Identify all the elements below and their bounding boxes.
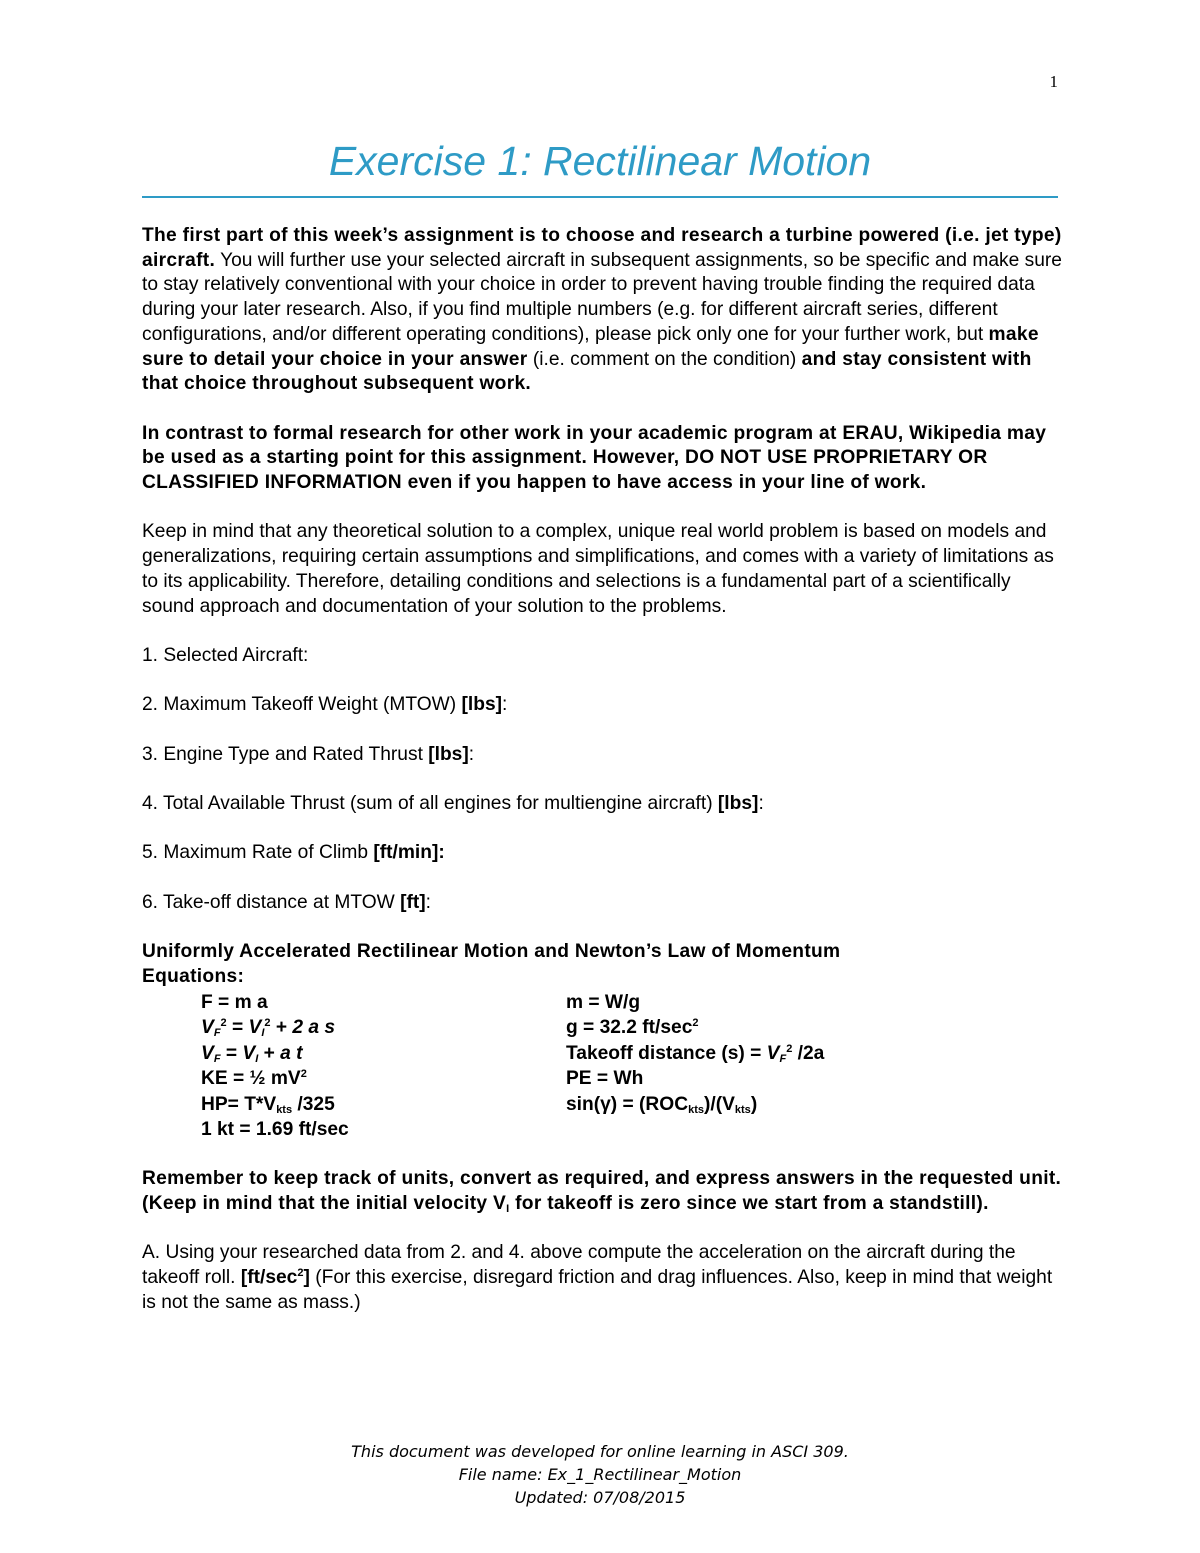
page-footer (0, 1440, 1200, 1509)
formula-takeoff-distance: Takeoff distance $(s) = V_F^2$ /2a (566, 1042, 825, 1065)
remember-paragraph: Remember to keep track of units, convert as required, and express answers in the requested unit. (Keep in mind that the initial velocity $V_I$ for takeoff is zero since we start from a standstill). (142, 1168, 1062, 1216)
question-3: 3. Engine Type and Rated Thrust [lbs]: (142, 743, 475, 765)
intro-paragraph: The first part of this week’s assignment is to choose and research a turbine powered (i.e. jet type) aircraft. You will further use your selected aircraft in subsequent assignments, so be specific and make sure to stay relatively conventional with your choice in order to prevent having trouble finding the required data during your later research. Also, if you find multiple numbers (e.g. for different aircraft series, different configurations, and/or different operating conditions), please pick only one for your further work, but make sure to detail your choice in your answer (i.e. comment on the condition) and stay consistent with that choice throughout subsequent work. (142, 225, 1062, 395)
formula-knot-conversion: 1 kt = 1.69 ft/sec (201, 1119, 349, 1141)
formula-grid (201, 990, 1062, 1143)
assumptions-paragraph: Keep in mind that any theoretical solution to a complex, unique real world problem is based on models and generalizations, requiring certain assumptions and simplifications, and comes with a variety of limitations as to its applicability. Therefore, detailing conditions and selections is a fundamental part of a scientifically sound approach and documentation of your solution to the problems. (142, 521, 1054, 617)
question-1: 1. Selected Aircraft: (142, 644, 309, 666)
footer-line-1: This document was developed for online learning in ASCI 309. (351, 1442, 849, 1461)
question-a: A. Using your researched data from 2. and 4. above compute the acceleration on the aircraft during the takeoff roll. $[ft/\sec^2]$ (For this exercise, disregard friction and drag influences. Also, keep in mind that weight is not the same as mass.) (142, 1242, 1053, 1313)
formula-potential-energy: PE = Wh (566, 1068, 644, 1090)
formula-mass: m = W/g (566, 991, 641, 1013)
formula-horsepower: $HP= T*V_{kts}$ /325 (201, 1093, 335, 1116)
footer-line-2: File name: Ex_1_Rectilinear_Motion (458, 1465, 742, 1484)
equations-section (142, 940, 1062, 1142)
equations-subheading: Equations: (142, 965, 245, 987)
page-title: Exercise 1: Rectilinear Motion (328, 138, 872, 184)
page-number: 1 (1049, 72, 1058, 91)
formula-velocity-squared: $V_F^2 = V_I^2 + 2$ a s (201, 1017, 336, 1040)
question-4: 4. Total Available Thrust (sum of all engines for multiengine aircraft) [lbs]: (142, 793, 764, 815)
formula-kinetic-energy: KE = ½ $mV^2$ (201, 1068, 307, 1090)
formula-force: F = m a (201, 991, 268, 1013)
footer-line-3: Updated: 07/08/2015 (514, 1488, 686, 1507)
question-2: 2. Maximum Takeoff Weight (MTOW) [lbs]: (142, 694, 508, 716)
equations-heading: Uniformly Accelerated Rectilinear Motion and Newton’s Law of Momentum (142, 941, 841, 963)
formula-velocity: $V_F = V_I + a$ t (201, 1042, 303, 1065)
formula-gravity: g = 32.2 $ft/\sec^2$ (566, 1017, 699, 1039)
wikipedia-paragraph: In contrast to formal research for other work in your academic program at ERAU, Wikipedia may be used as a starting point for this assignment. However, DO NOT USE PROPRIETARY OR CLASSIFIED INFORMATION even if you happen to have access in your line of work. (142, 422, 1047, 494)
title-rule (142, 196, 1058, 198)
question-6: 6. Take-off distance at MTOW [ft]: (142, 891, 431, 913)
document-body (142, 224, 1062, 1340)
question-5: 5. Maximum Rate of Climb [ft/min]: (142, 842, 445, 864)
formula-climb-angle: $\sin(\gamma) = (ROC_{kts})/(V_{kts})$ (566, 1093, 758, 1116)
